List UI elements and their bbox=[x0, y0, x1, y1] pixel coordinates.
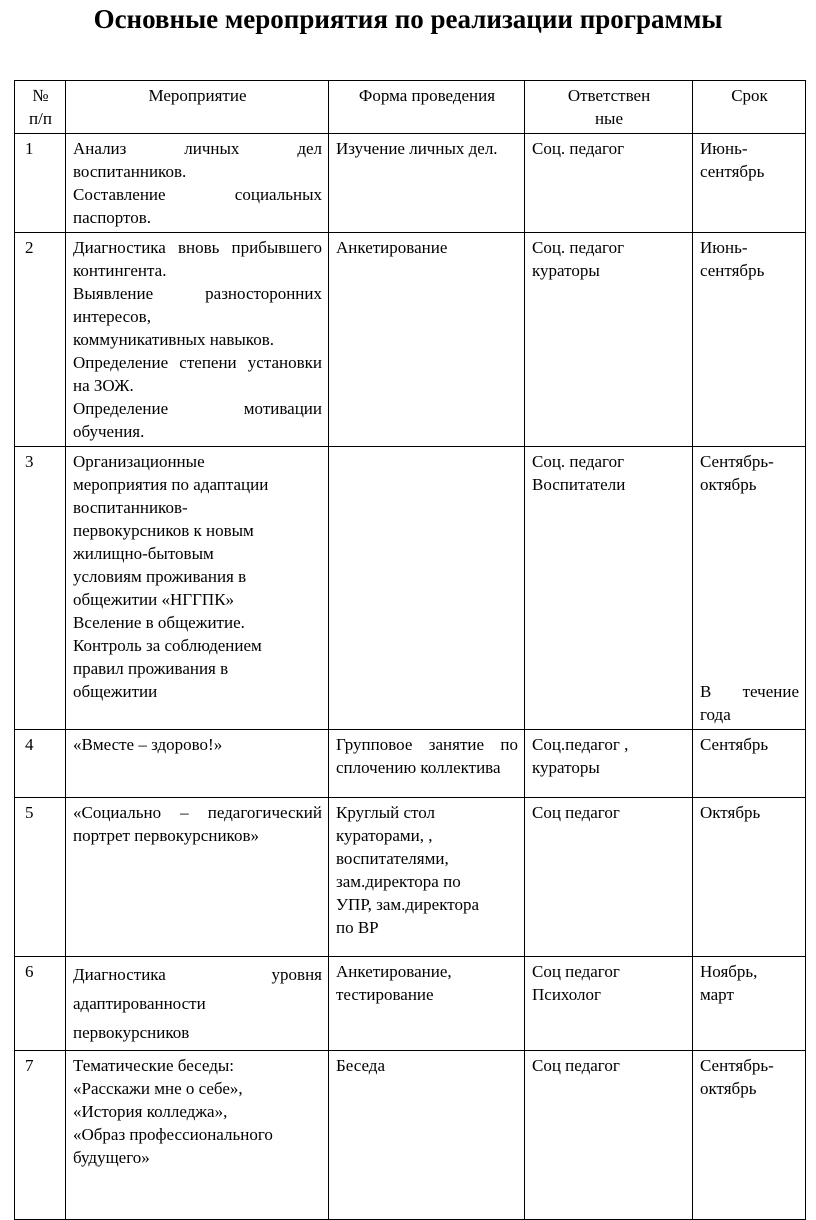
row-term: Сентябрь- октябрь bbox=[700, 452, 774, 494]
header-num: № п/п bbox=[15, 81, 66, 134]
row-form: Групповое занятие по сплочению коллектива bbox=[329, 730, 525, 798]
row-num: 1 bbox=[15, 134, 66, 233]
row-num: 3 bbox=[15, 447, 66, 730]
table-row bbox=[15, 957, 806, 1051]
row-num: 2 bbox=[15, 233, 66, 447]
row-term-cell bbox=[693, 447, 806, 730]
row-term: Ноябрь, март bbox=[693, 957, 806, 1051]
row-num: 7 bbox=[15, 1051, 66, 1220]
row-event: Тематические беседы: «Расскажи мне о себе», «История колледжа», «Образ профессионального будущего» bbox=[66, 1051, 329, 1220]
row-form: Изучение личных дел. bbox=[329, 134, 525, 233]
table-row bbox=[15, 1051, 806, 1220]
header-responsible: Ответствен ные bbox=[525, 81, 693, 134]
row-event: «Вместе – здорово!» bbox=[66, 730, 329, 798]
row-responsible: Соц.педагог , кураторы bbox=[525, 730, 693, 798]
row-event: «Социально – педагогический портрет первокурсников» bbox=[66, 798, 329, 957]
row-form: Беседа bbox=[329, 1051, 525, 1220]
row-form bbox=[329, 447, 525, 730]
row-event: Анализ личных дел воспитанников. Составление социальных паспортов. bbox=[66, 134, 329, 233]
row-responsible: Соц педагог bbox=[525, 798, 693, 957]
table-row bbox=[15, 447, 806, 730]
row-num: 4 bbox=[15, 730, 66, 798]
row-term: Июнь- сентябрь bbox=[693, 134, 806, 233]
row-form: Анкетирование bbox=[329, 233, 525, 447]
row-num: 5 bbox=[15, 798, 66, 957]
row-term: Сентябрь bbox=[693, 730, 806, 798]
table-row bbox=[15, 233, 806, 447]
table-row bbox=[15, 798, 806, 957]
header-form: Форма проведения bbox=[329, 81, 525, 134]
row-event: Диагностика вновь прибывшего контингента. Выявление разносторонних интересов, коммуникативных навыков. Определение степени установки на ЗОЖ. Определение мотивации обучения. bbox=[66, 233, 329, 447]
row-responsible: Соц. педагог Воспитатели bbox=[525, 447, 693, 730]
row-responsible: Соц. педагог bbox=[525, 134, 693, 233]
row-term-note: В течение года bbox=[700, 682, 799, 724]
row-responsible: Соц педагог bbox=[525, 1051, 693, 1220]
header-term: Срок bbox=[693, 81, 806, 134]
row-num: 6 bbox=[15, 957, 66, 1051]
program-table bbox=[14, 80, 806, 1220]
row-form: Анкетирование, тестирование bbox=[329, 957, 525, 1051]
row-term: Сентябрь- октябрь bbox=[693, 1051, 806, 1220]
row-responsible: Соц. педагог кураторы bbox=[525, 233, 693, 447]
row-form: Круглый стол кураторами, , воспитателями, зам.директора по УПР, зам.директора по ВР bbox=[329, 798, 525, 957]
table-header-row bbox=[15, 81, 806, 134]
row-term: Октябрь bbox=[693, 798, 806, 957]
row-event: Диагностика уровня адаптированности первокурсников bbox=[66, 957, 329, 1051]
row-event: Организационные мероприятия по адаптации воспитанников- первокурсников к новым жилищно-бытовым условиям проживания в общежитии «НГГПК» Вселение в общежитие. Контроль за соблюдением правил проживания в общежитии bbox=[66, 447, 329, 730]
row-responsible: Соц педагог Психолог bbox=[525, 957, 693, 1051]
table-row bbox=[15, 730, 806, 798]
page-title: Основные мероприятия по реализации программы bbox=[93, 4, 723, 34]
row-term: Июнь- сентябрь bbox=[693, 233, 806, 447]
table-row bbox=[15, 134, 806, 233]
header-event: Мероприятие bbox=[66, 81, 329, 134]
